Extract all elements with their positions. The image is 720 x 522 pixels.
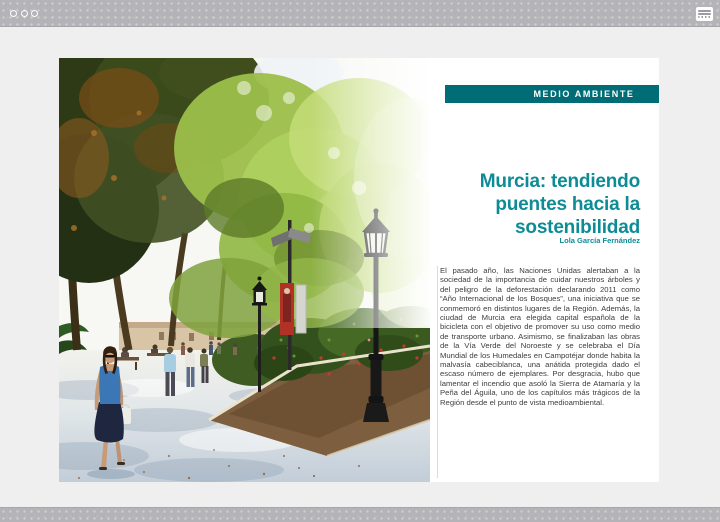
column-divider	[437, 266, 438, 478]
article-body: El pasado año, las Naciones Unidas alertaban a la sociedad de la importancia de cuidar nuestros árboles y del peligro de la deforestación declarando 2011 como “Año Internacional de los Bosques”, una iniciativa que se conmemoró en distintos lugares de la Región. Además, la ciudad de Murcia era elegida capital española de la bicicleta con el objetivo de promover su uso como medio de transporte urbano. Asimismo, se finalizaban las obras de la Vía Verde del Noroeste y se celebraba el Día Mundial de los Humedales en Campotéjar donde habita la malvasía cabeciblanca, una anátida protegida dado el escaso número de ejemplares. Por desgracia, hubo que lamentar el incendio que asoló la Sierra de Atamaría y la Peña del Águila, uno de los capítulos más trágicos de la Región desde el punto de vista medioambiental.	[440, 266, 640, 407]
window-titlebar	[0, 0, 720, 27]
menu-button[interactable]	[696, 7, 713, 21]
article-photo	[59, 58, 430, 482]
window-control-3[interactable]	[31, 10, 38, 17]
article-title: Murcia: tendiendo puentes hacia la sostenibilidad	[479, 171, 640, 238]
window-controls	[10, 10, 38, 17]
section-banner-label: MEDIO AMBIENTE	[533, 89, 635, 99]
window-bottombar	[0, 507, 720, 522]
window-control-2[interactable]	[21, 10, 28, 17]
magazine-page	[59, 58, 659, 482]
article-byline: Lola García Fernández	[559, 236, 640, 245]
article-column	[430, 58, 659, 482]
section-banner	[445, 85, 659, 103]
window-control-1[interactable]	[10, 10, 17, 17]
park-promenade-illustration	[59, 58, 430, 482]
